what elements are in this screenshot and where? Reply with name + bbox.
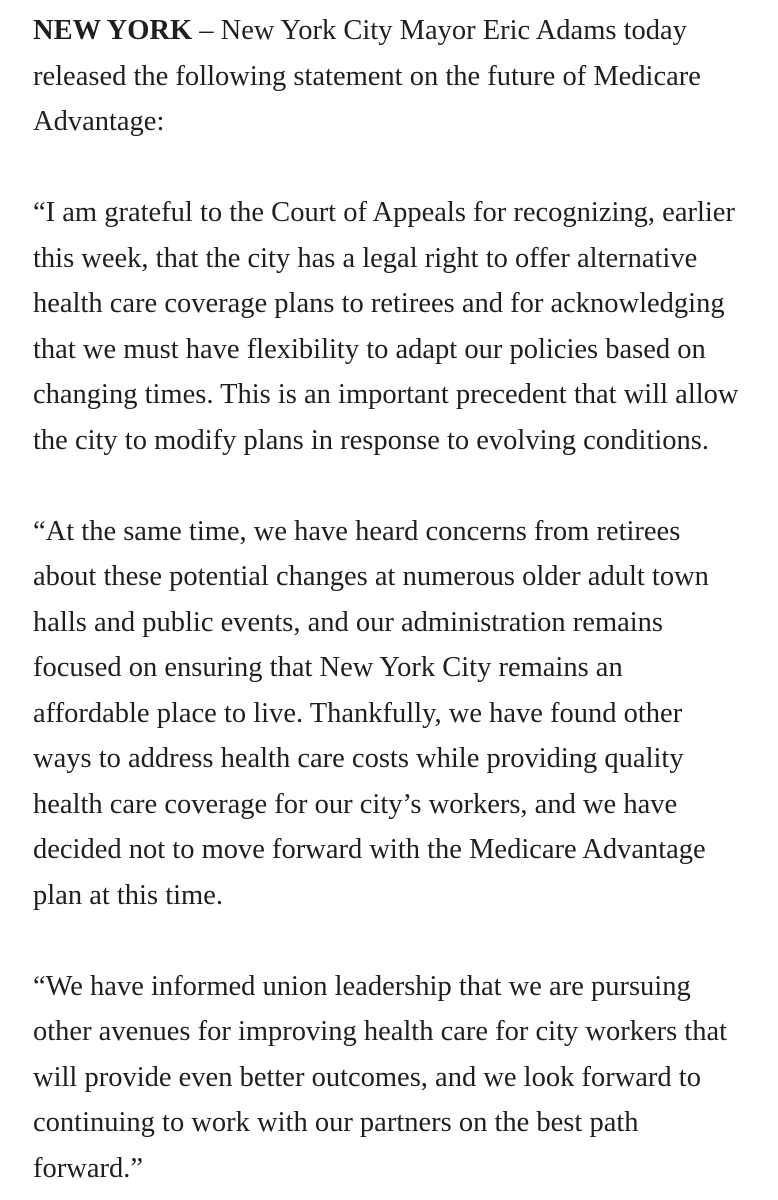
statement-paragraph-2: “At the same time, we have heard concerns from retirees about these potential changes at numerous older adult town halls and public events, and our administration remains focused on ensuring that New York City remains an affordable place to live. Thankfully, we have found other ways to address health care costs while providing quality health care coverage for our city’s workers, and we have decided not to move forward with the Medicare Advantage plan at this time. — [33, 515, 709, 911]
intro-text: – New York City Mayor Eric Adams today released the following statement on the future of Medicare Advantage: — [33, 15, 701, 137]
dateline: NEW YORK — [33, 15, 193, 46]
intro-paragraph — [33, 8, 745, 145]
statement-paragraph-1: “I am grateful to the Court of Appeals for recognizing, earlier this week, that the city has a legal right to offer alternative health care coverage plans to retirees and for acknowledging that we must have flexibility to adapt our policies based on changing times. This is an important precedent that will allow the city to modify plans in response to evolving conditions. — [33, 197, 739, 456]
press-statement — [33, 8, 745, 1191]
statement-paragraph-3: “We have informed union leadership that we are pursuing other avenues for improving health care for city workers that will provide even better outcomes, and we look forward to continuing to work with our partners on the best path forward.” — [33, 970, 728, 1184]
